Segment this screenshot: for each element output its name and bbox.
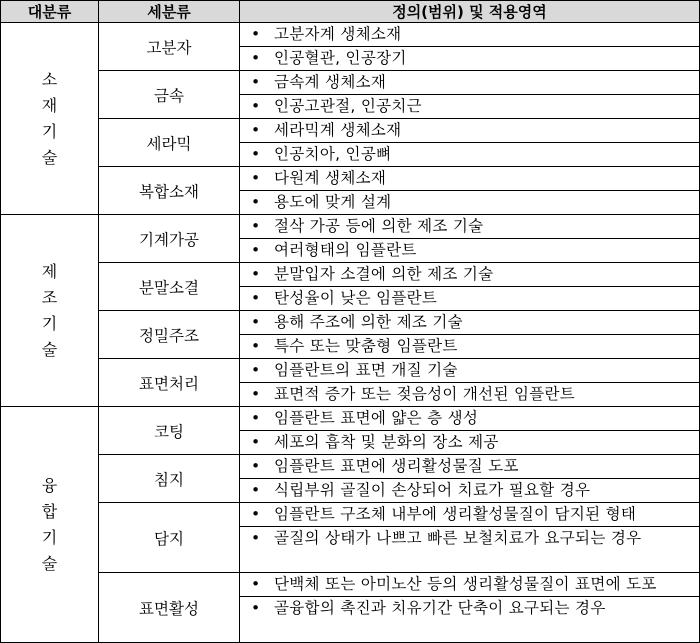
bullet-list [240,359,699,406]
table-row [1,215,700,263]
table-row [1,311,700,359]
bullet-item: • 식립부위 골질이 손상되어 치료가 필요할 경우 [240,478,699,502]
header-row [1,1,700,23]
bullet-item: • 표면적 증가 또는 젖음성이 개선된 임플란트 [240,382,699,406]
bullet-item: • 인공치아, 인공뼈 [240,142,699,166]
sub-category-cell: 정밀주조 [99,311,240,359]
major-category-cell [1,23,99,215]
bullet-list [240,311,699,358]
bullet-list [240,455,699,502]
table-row [1,167,700,215]
table-row [1,503,700,573]
sub-category-cell: 표면처리 [99,359,240,407]
major-category-char: 제 [41,261,58,281]
header-major-category: 대분류 [1,1,99,23]
sub-category-cell: 복합소재 [99,167,240,215]
header-definition: 정의(범위) 및 적용영역 [240,1,700,23]
bullet-list [240,573,699,620]
sub-category-cell: 코팅 [99,407,240,455]
bullet-item: • 인공혈관, 인공장기 [240,46,699,70]
major-category-cell [1,215,99,407]
sub-category-cell: 표면활성 [99,573,240,643]
table-row [1,23,700,71]
definition-cell [240,71,700,119]
major-category-char: 합 [41,501,58,521]
definition-cell [240,215,700,263]
sub-category-cell: 금속 [99,71,240,119]
bullet-item: • 절삭 가공 등에 의한 제조 기술 [240,215,699,238]
sub-category-cell: 분말소결 [99,263,240,311]
bullet-item: • 분말입자 소결에 의한 제조 기술 [240,263,699,286]
bullet-item: • 용해 주조에 의한 제조 기술 [240,311,699,334]
bullet-item: • 탄성율이 낮은 임플란트 [240,286,699,310]
table-row [1,119,700,167]
bullet-item: • 세포의 흡착 및 분화의 장소 제공 [240,430,699,454]
bullet-item: • 골융합의 촉진과 치유기간 단축이 요구되는 경우 [240,596,699,620]
bullet-item: • 고분자계 생체소재 [240,23,699,46]
bullet-item: • 금속계 생체소재 [240,71,699,94]
definition-cell [240,407,700,455]
table-row [1,263,700,311]
sub-category-cell: 침지 [99,455,240,503]
major-category-char: 융 [41,475,58,495]
bullet-list [240,215,699,262]
table-row [1,359,700,407]
table-row [1,573,700,643]
bullet-list [240,167,699,214]
bullet-item: • 세라믹계 생체소재 [240,119,699,142]
header-sub-category: 세분류 [99,1,240,23]
bullet-item: • 여러형태의 임플란트 [240,238,699,262]
definition-cell [240,23,700,71]
bullet-item: • 특수 또는 맞춤형 임플란트 [240,334,699,358]
sub-category-cell: 담지 [99,503,240,573]
bullet-list [240,263,699,310]
definition-cell [240,311,700,359]
bullet-item: • 임플란트 표면에 생리활성물질 도포 [240,455,699,478]
table-row [1,71,700,119]
bullet-item: • 다원계 생체소재 [240,167,699,190]
major-category-char: 소 [41,69,58,89]
bullet-item: • 단백체 또는 아미노산 등의 생리활성물질이 표면에 도포 [240,573,699,596]
sub-category-cell: 세라믹 [99,119,240,167]
major-category-char: 조 [41,287,58,307]
major-category-char: 재 [41,95,58,115]
bullet-item: • 임플란트 구조체 내부에 생리활성물질이 담지된 형태 [240,503,699,526]
major-category-cell [1,407,99,643]
definition-cell [240,263,700,311]
sub-category-cell: 고분자 [99,23,240,71]
bullet-item: • 용도에 맞게 설계 [240,190,699,214]
bullet-list [240,23,699,70]
bullet-list [240,407,699,454]
bullet-list [240,119,699,166]
table-row [1,455,700,503]
major-category-char: 술 [41,147,58,167]
definition-cell [240,359,700,407]
major-category-char: 술 [41,553,58,573]
bullet-item: • 골질의 상태가 나쁘고 빠른 보철치료가 요구되는 경우 [240,526,699,550]
major-category-char: 술 [41,339,58,359]
major-category-char: 기 [41,121,58,141]
bullet-item: • 임플란트 표면에 얇은 층 생성 [240,407,699,430]
table-row [1,407,700,455]
bullet-list [240,503,699,550]
definition-cell [240,167,700,215]
bullet-item: • 인공고관절, 인공치근 [240,94,699,118]
definition-cell [240,455,700,503]
definition-cell [240,503,700,573]
major-category-char: 기 [41,313,58,333]
sub-category-cell: 기계가공 [99,215,240,263]
major-category-char: 기 [41,527,58,547]
definition-cell [240,119,700,167]
bullet-list [240,71,699,118]
bullet-item: • 임플란트의 표면 개질 기술 [240,359,699,382]
definition-cell [240,573,700,643]
